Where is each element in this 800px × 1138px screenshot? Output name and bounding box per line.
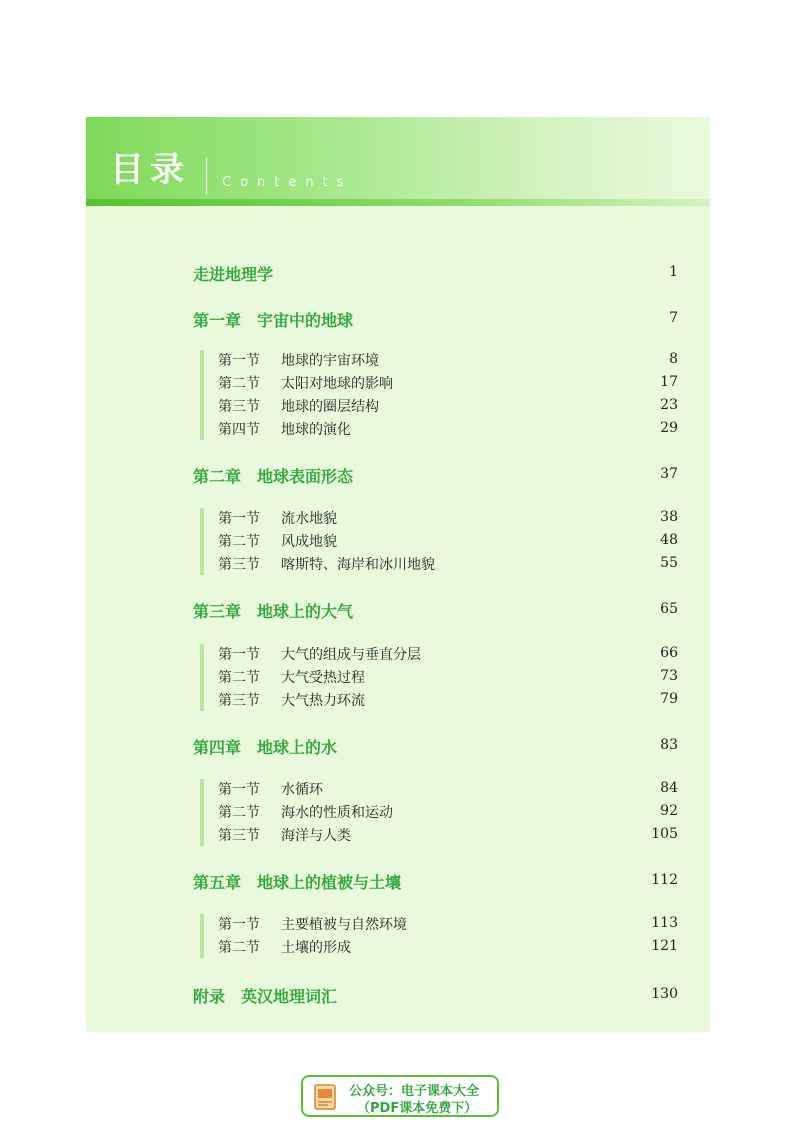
chapter-title: 走进地理学 xyxy=(193,265,274,284)
page-number: 121 xyxy=(651,938,678,954)
page-number: 55 xyxy=(660,555,678,571)
section-number: 第三节 xyxy=(218,828,260,844)
page-number: 48 xyxy=(660,532,678,548)
section-list-bar xyxy=(200,508,204,575)
section-number: 第二节 xyxy=(218,940,260,956)
section-entry[interactable] xyxy=(218,419,678,441)
page-number: 130 xyxy=(651,986,678,1002)
section-list-bar xyxy=(200,350,204,440)
badge-line-2: （PDF课本免费下） xyxy=(357,1101,478,1116)
appendix-entry[interactable] xyxy=(193,984,678,1006)
page-number: 37 xyxy=(660,466,678,482)
section-entry[interactable] xyxy=(218,373,678,395)
page-number: 17 xyxy=(660,374,678,390)
section-entry[interactable] xyxy=(218,825,678,847)
page-number: 1 xyxy=(669,264,678,280)
section-number: 第三节 xyxy=(218,693,260,709)
section-title: 海洋与人类 xyxy=(281,828,351,844)
page-number: 113 xyxy=(651,915,678,931)
section-number: 第二节 xyxy=(218,670,260,686)
section-title: 地球的宇宙环境 xyxy=(281,353,379,369)
section-entry[interactable] xyxy=(218,667,678,689)
section-entry[interactable] xyxy=(218,914,678,936)
section-list xyxy=(200,779,678,848)
chapter-entry[interactable] xyxy=(193,870,678,892)
section-number: 第一节 xyxy=(218,353,260,369)
badge-line-1: 公众号：电子课本大全 xyxy=(349,1084,480,1099)
section-number: 第三节 xyxy=(218,557,260,573)
page-number: 73 xyxy=(660,668,678,684)
section-list xyxy=(200,508,678,577)
section-entry[interactable] xyxy=(218,531,678,553)
section-list xyxy=(200,644,678,713)
section-title: 地球的圈层结构 xyxy=(281,399,379,415)
section-entry[interactable] xyxy=(218,350,678,372)
page-title: 目录 xyxy=(110,150,190,190)
chapter-title: 第一章 宇宙中的地球 xyxy=(193,311,354,330)
chapter-title: 第三章 地球上的大气 xyxy=(193,602,354,621)
section-list-bar xyxy=(200,914,204,958)
section-entry[interactable] xyxy=(218,508,678,530)
section-entry[interactable] xyxy=(218,396,678,418)
section-number: 第二节 xyxy=(218,534,260,550)
section-title: 土壤的形成 xyxy=(281,940,351,956)
section-number: 第一节 xyxy=(218,917,260,933)
section-title: 水循环 xyxy=(281,782,323,798)
section-title: 太阳对地球的影响 xyxy=(281,376,393,392)
section-number: 第一节 xyxy=(218,782,260,798)
chapter-title: 第二章 地球表面形态 xyxy=(193,467,354,486)
page-number: 84 xyxy=(660,780,678,796)
section-list-bar xyxy=(200,644,204,711)
chapter-title: 第四章 地球上的水 xyxy=(193,738,338,757)
section-title: 喀斯特、海岸和冰川地貌 xyxy=(281,557,435,573)
page-number: 23 xyxy=(660,397,678,413)
section-entry[interactable] xyxy=(218,554,678,576)
page-number: 92 xyxy=(660,803,678,819)
section-entry[interactable] xyxy=(218,779,678,801)
section-number: 第一节 xyxy=(218,511,260,527)
page-number: 65 xyxy=(660,601,678,617)
section-title: 大气的组成与垂直分层 xyxy=(281,647,421,663)
section-number: 第二节 xyxy=(218,805,260,821)
chapter-title: 第五章 地球上的植被与土壤 xyxy=(193,873,402,892)
section-list xyxy=(200,914,678,960)
section-title: 风成地貌 xyxy=(281,534,337,550)
watermark-badge xyxy=(301,1075,499,1117)
page-number: 79 xyxy=(660,691,678,707)
page-number: 8 xyxy=(669,351,678,367)
page-number: 29 xyxy=(660,420,678,436)
section-title: 主要植被与自然环境 xyxy=(281,917,407,933)
section-number: 第四节 xyxy=(218,422,260,438)
page-number: 7 xyxy=(669,310,678,326)
section-title: 流水地貌 xyxy=(281,511,337,527)
chapter-entry[interactable] xyxy=(193,464,678,486)
intro-entry[interactable] xyxy=(193,262,678,284)
section-list-bar xyxy=(200,779,204,846)
section-number: 第一节 xyxy=(218,647,260,663)
page-number: 83 xyxy=(660,737,678,753)
section-entry[interactable] xyxy=(218,802,678,824)
page-subtitle: Contents xyxy=(222,175,353,190)
section-entry[interactable] xyxy=(218,644,678,666)
page-number: 112 xyxy=(651,872,678,888)
page-number: 105 xyxy=(651,826,678,842)
chapter-entry[interactable] xyxy=(193,599,678,621)
page-number: 66 xyxy=(660,645,678,661)
section-number: 第二节 xyxy=(218,376,260,392)
section-entry[interactable] xyxy=(218,690,678,712)
chapter-entry[interactable] xyxy=(193,735,678,757)
section-title: 大气受热过程 xyxy=(281,670,365,686)
section-number: 第三节 xyxy=(218,399,260,415)
chapter-title: 附录 英汉地理词汇 xyxy=(193,987,338,1006)
section-title: 大气热力环流 xyxy=(281,693,365,709)
page-number: 38 xyxy=(660,509,678,525)
section-entry[interactable] xyxy=(218,937,678,959)
section-title: 海水的性质和运动 xyxy=(281,805,393,821)
chapter-entry[interactable] xyxy=(193,308,678,330)
section-list xyxy=(200,350,678,442)
section-title: 地球的演化 xyxy=(281,422,351,438)
book-icon xyxy=(313,1083,337,1111)
